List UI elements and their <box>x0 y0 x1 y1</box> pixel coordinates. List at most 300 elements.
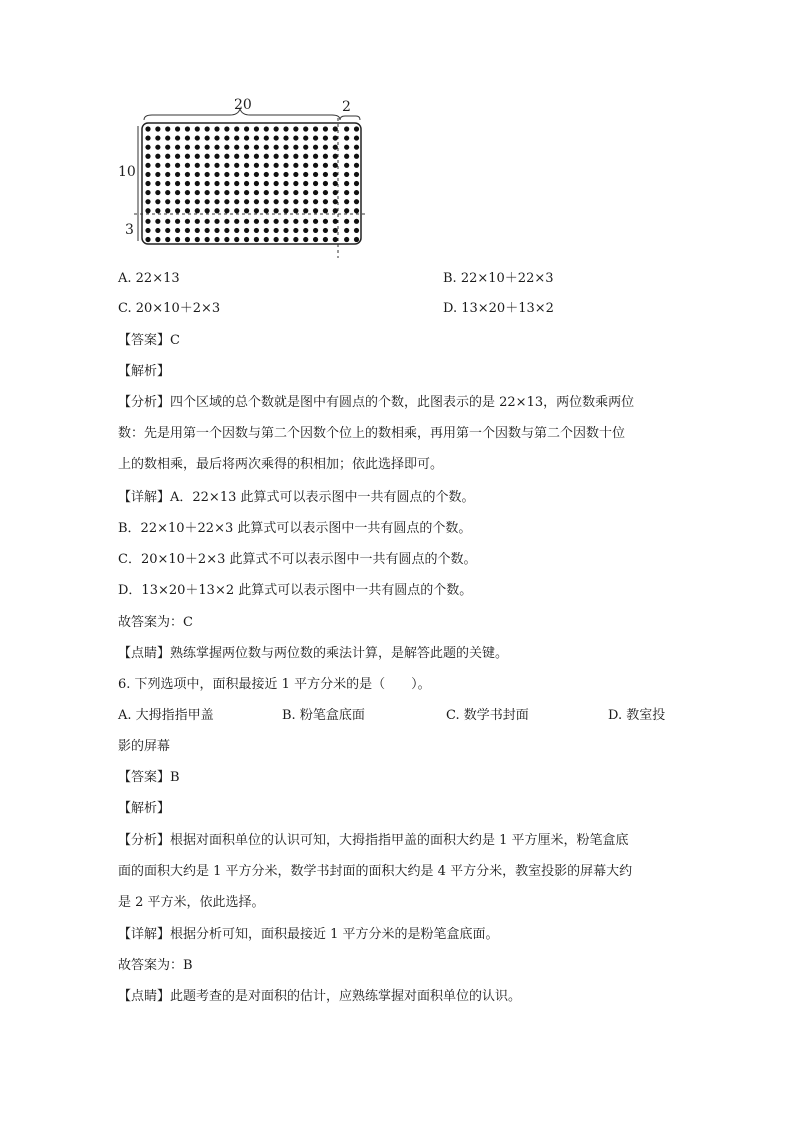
dot <box>205 135 210 140</box>
dot <box>274 135 279 140</box>
q6-question: 6. 下列选项中，面积最接近 1 平方分米的是（ ）。 <box>118 677 431 692</box>
dot <box>214 208 219 213</box>
dot <box>303 145 308 150</box>
dot <box>205 208 210 213</box>
dot <box>293 172 298 177</box>
dot <box>333 181 338 186</box>
dot <box>244 135 249 140</box>
dot <box>155 190 160 195</box>
dot <box>254 135 259 140</box>
q5-xiangjie-line-1: 【详解】A．22×13 此算式可以表示图中一共有圆点的个数。 <box>118 490 475 505</box>
dot <box>214 145 219 150</box>
dot <box>234 145 239 150</box>
dot <box>323 199 328 204</box>
dot <box>195 172 200 177</box>
dot <box>344 181 349 186</box>
dot <box>313 145 318 150</box>
dot <box>244 219 249 224</box>
dot <box>344 219 349 224</box>
dot <box>185 126 190 131</box>
dot <box>145 237 150 242</box>
dot <box>333 126 338 131</box>
dot <box>224 219 229 224</box>
dot <box>185 208 190 213</box>
dot <box>333 172 338 177</box>
dot <box>283 126 288 131</box>
dot <box>333 208 338 213</box>
q5-answer: 【答案】C <box>118 333 180 348</box>
dot <box>283 199 288 204</box>
dot <box>205 172 210 177</box>
dot <box>214 126 219 131</box>
dot <box>323 145 328 150</box>
q6-answer: 【答案】B <box>118 770 180 785</box>
dot <box>303 190 308 195</box>
dot <box>195 126 200 131</box>
dot <box>283 181 288 186</box>
dot <box>313 208 318 213</box>
dot <box>323 163 328 168</box>
dot <box>155 219 160 224</box>
dot <box>333 163 338 168</box>
dot <box>234 163 239 168</box>
dot <box>214 135 219 140</box>
q6-option-d: D. 教室投 <box>608 708 666 723</box>
dot <box>283 219 288 224</box>
dot <box>293 199 298 204</box>
dot <box>195 199 200 204</box>
dot <box>165 228 170 233</box>
dot <box>323 172 328 177</box>
dot <box>244 199 249 204</box>
dot <box>283 208 288 213</box>
dot <box>185 172 190 177</box>
dot <box>214 181 219 186</box>
dot <box>274 154 279 159</box>
dot <box>205 190 210 195</box>
dot <box>323 154 328 159</box>
dot <box>205 199 210 204</box>
dot <box>244 172 249 177</box>
dot <box>244 145 249 150</box>
q6-option-d-continued: 影的屏幕 <box>118 739 171 754</box>
q5-jiexi: 【解析】 <box>118 364 171 379</box>
dot <box>155 199 160 204</box>
dot <box>175 237 180 242</box>
q5-option-c: C. 20×10＋2×3 <box>118 301 221 316</box>
dot <box>303 199 308 204</box>
dot <box>244 154 249 159</box>
dot <box>205 154 210 159</box>
dot <box>155 181 160 186</box>
dot <box>155 208 160 213</box>
dot <box>145 154 150 159</box>
dot <box>165 181 170 186</box>
q6-xiangjie: 【详解】根据分析可知，面积最接近 1 平方分米的是粉笔盒底面。 <box>118 927 499 942</box>
dot <box>283 228 288 233</box>
dot <box>195 145 200 150</box>
dot <box>274 190 279 195</box>
dot <box>254 145 259 150</box>
dot <box>185 145 190 150</box>
dot <box>254 154 259 159</box>
dot <box>344 126 349 131</box>
dot <box>254 172 259 177</box>
dot <box>303 172 308 177</box>
dot <box>274 199 279 204</box>
dot <box>323 135 328 140</box>
dot <box>313 172 318 177</box>
q5-fenxi-line-3: 上的数相乘，最后将两次乘得的积相加；依此选择即可。 <box>118 457 444 472</box>
q6-fenxi-line-1: 【分析】根据对面积单位的认识可知，大拇指指甲盖的面积大约是 1 平方厘米，粉笔盒底 <box>118 833 629 848</box>
dot <box>344 228 349 233</box>
dot <box>313 199 318 204</box>
dot <box>254 219 259 224</box>
q5-option-d: D. 13×20＋13×2 <box>443 301 554 316</box>
dot <box>205 145 210 150</box>
dot <box>333 199 338 204</box>
dot <box>145 219 150 224</box>
dot <box>214 228 219 233</box>
dot <box>283 135 288 140</box>
dot <box>344 199 349 204</box>
dot <box>214 199 219 204</box>
dot <box>283 172 288 177</box>
dot <box>214 219 219 224</box>
dot <box>323 181 328 186</box>
q6-fenxi-line-3: 是 2 平方米，依此选择。 <box>118 895 265 910</box>
dot <box>234 190 239 195</box>
dot <box>244 228 249 233</box>
dot <box>224 172 229 177</box>
dot <box>254 199 259 204</box>
dot <box>264 237 269 242</box>
dot <box>145 181 150 186</box>
dot <box>185 181 190 186</box>
dot <box>185 154 190 159</box>
dot <box>145 135 150 140</box>
dot <box>313 154 318 159</box>
dot <box>175 219 180 224</box>
dot <box>145 145 150 150</box>
dot <box>195 154 200 159</box>
dot <box>264 228 269 233</box>
dot <box>224 181 229 186</box>
dot <box>234 199 239 204</box>
dot <box>195 181 200 186</box>
dot <box>145 199 150 204</box>
dot <box>145 190 150 195</box>
dot <box>303 135 308 140</box>
dot <box>155 126 160 131</box>
dot <box>283 190 288 195</box>
dot <box>293 154 298 159</box>
dot <box>293 190 298 195</box>
dot <box>274 219 279 224</box>
dot <box>175 163 180 168</box>
dots-group <box>145 126 359 242</box>
dot <box>165 199 170 204</box>
q6-jiexi: 【解析】 <box>118 801 171 816</box>
dot <box>214 172 219 177</box>
dot <box>145 228 150 233</box>
dot <box>293 163 298 168</box>
dot <box>214 163 219 168</box>
dot <box>165 135 170 140</box>
dot <box>175 172 180 177</box>
dot <box>244 126 249 131</box>
dot <box>333 237 338 242</box>
dot <box>264 163 269 168</box>
dot <box>214 154 219 159</box>
dot <box>303 163 308 168</box>
dot <box>165 237 170 242</box>
dot <box>195 237 200 242</box>
dot <box>244 208 249 213</box>
dot <box>274 208 279 213</box>
q5-xiangjie-line-3: C．20×10＋2×3 此算式不可以表示图中一共有圆点的个数。 <box>118 552 477 567</box>
q5-fenxi-line-1: 【分析】四个区域的总个数就是图中有圆点的个数，此图表示的是 22×13，两位数乘两位 <box>118 395 635 410</box>
dot <box>344 163 349 168</box>
dot <box>244 181 249 186</box>
dot <box>205 181 210 186</box>
dot <box>165 154 170 159</box>
dot <box>244 163 249 168</box>
dot <box>283 163 288 168</box>
dot <box>293 181 298 186</box>
dot <box>283 145 288 150</box>
dot <box>175 228 180 233</box>
q5-xiangjie-line-2: B．22×10＋22×3 此算式可以表示图中一共有圆点的个数。 <box>118 521 472 536</box>
dot <box>155 228 160 233</box>
dot <box>283 237 288 242</box>
label-2: 2 <box>342 99 351 115</box>
dot <box>185 163 190 168</box>
dot <box>264 126 269 131</box>
dot <box>313 181 318 186</box>
dot <box>224 154 229 159</box>
dot <box>274 181 279 186</box>
dot <box>264 135 269 140</box>
dot <box>165 190 170 195</box>
dot <box>195 190 200 195</box>
dot <box>254 126 259 131</box>
dot <box>303 181 308 186</box>
dot <box>264 190 269 195</box>
dot <box>313 126 318 131</box>
q5-option-a: A. 22×13 <box>118 271 180 286</box>
dot <box>145 172 150 177</box>
dot <box>274 126 279 131</box>
dot <box>195 208 200 213</box>
dot <box>205 163 210 168</box>
dot <box>344 145 349 150</box>
dot <box>264 219 269 224</box>
dot <box>254 237 259 242</box>
dot-grid-figure <box>118 96 380 262</box>
dot <box>224 163 229 168</box>
dot <box>354 181 359 186</box>
label-20: 20 <box>234 97 252 113</box>
dot <box>175 181 180 186</box>
dot <box>293 145 298 150</box>
dot <box>175 199 180 204</box>
dot <box>354 237 359 242</box>
dot <box>234 219 239 224</box>
q5-xiangjie-line-4: D．13×20＋13×2 此算式可以表示图中一共有圆点的个数。 <box>118 583 473 598</box>
dot <box>175 135 180 140</box>
dot <box>303 208 308 213</box>
dot <box>224 199 229 204</box>
dot <box>333 228 338 233</box>
dot <box>155 145 160 150</box>
dot <box>313 228 318 233</box>
dot <box>175 126 180 131</box>
dot <box>234 135 239 140</box>
q6-option-c: C. 数学书封面 <box>446 708 529 723</box>
dot <box>244 237 249 242</box>
dot <box>293 219 298 224</box>
dot <box>165 208 170 213</box>
dot <box>254 208 259 213</box>
dot <box>354 172 359 177</box>
dot <box>234 228 239 233</box>
dot <box>354 126 359 131</box>
dot <box>293 126 298 131</box>
dot <box>293 237 298 242</box>
dot <box>344 154 349 159</box>
dot <box>214 190 219 195</box>
dot <box>224 228 229 233</box>
dot <box>185 228 190 233</box>
dot <box>333 154 338 159</box>
dot <box>354 219 359 224</box>
dot <box>195 163 200 168</box>
dot <box>224 190 229 195</box>
dot <box>293 208 298 213</box>
dot <box>303 154 308 159</box>
dot <box>354 228 359 233</box>
dot <box>234 126 239 131</box>
dot <box>224 126 229 131</box>
q5-option-b: B. 22×10＋22×3 <box>443 271 554 286</box>
dot <box>165 145 170 150</box>
dot <box>224 237 229 242</box>
dot <box>205 219 210 224</box>
dot <box>323 190 328 195</box>
dot <box>313 163 318 168</box>
dot <box>214 237 219 242</box>
dot <box>155 154 160 159</box>
dot <box>224 208 229 213</box>
dot <box>175 190 180 195</box>
dot <box>344 172 349 177</box>
dot <box>303 126 308 131</box>
dot <box>195 228 200 233</box>
dot <box>274 228 279 233</box>
q6-final: 故答案为：B <box>118 958 193 973</box>
dot <box>145 163 150 168</box>
dot <box>244 190 249 195</box>
dot <box>234 172 239 177</box>
dot <box>354 135 359 140</box>
dot <box>155 135 160 140</box>
dot <box>234 208 239 213</box>
dot <box>224 145 229 150</box>
dot <box>293 228 298 233</box>
dot <box>264 145 269 150</box>
dot <box>323 228 328 233</box>
dot <box>323 126 328 131</box>
dot <box>185 190 190 195</box>
dot <box>145 208 150 213</box>
dot <box>185 135 190 140</box>
dot <box>165 172 170 177</box>
dot <box>303 219 308 224</box>
dot <box>354 208 359 213</box>
dot <box>165 219 170 224</box>
dot <box>254 228 259 233</box>
dot <box>303 237 308 242</box>
dot <box>313 135 318 140</box>
dot <box>344 208 349 213</box>
dot <box>264 181 269 186</box>
dot <box>274 163 279 168</box>
dot <box>323 237 328 242</box>
dot <box>274 172 279 177</box>
dot <box>145 126 150 131</box>
dot <box>155 172 160 177</box>
q5-dianjing: 【点睛】熟练掌握两位数与两位数的乘法计算，是解答此题的关键。 <box>118 646 509 661</box>
dot <box>354 154 359 159</box>
dot <box>303 228 308 233</box>
dot <box>205 237 210 242</box>
dot <box>354 190 359 195</box>
dot <box>254 163 259 168</box>
dot <box>254 190 259 195</box>
dot <box>205 228 210 233</box>
q6-dianjing: 【点睛】此题考查的是对面积的估计，应熟练掌握对面积单位的认识。 <box>118 989 522 1004</box>
q5-fenxi-line-2: 数：先是用第一个因数与第二个因数个位上的数相乘，再用第一个因数与第二个因数十位 <box>118 426 626 441</box>
dot <box>354 145 359 150</box>
dot <box>354 163 359 168</box>
dot <box>254 181 259 186</box>
dot <box>224 135 229 140</box>
dot <box>323 208 328 213</box>
dot <box>323 219 328 224</box>
dot <box>195 219 200 224</box>
dot <box>274 145 279 150</box>
dot <box>313 219 318 224</box>
dot <box>205 126 210 131</box>
dot <box>264 154 269 159</box>
dot <box>344 190 349 195</box>
dot <box>333 190 338 195</box>
q5-final: 故答案为：C <box>118 615 193 630</box>
label-10: 10 <box>118 164 136 180</box>
dot <box>165 163 170 168</box>
dot <box>344 237 349 242</box>
dot <box>333 145 338 150</box>
dot <box>354 199 359 204</box>
q6-option-a: A. 大拇指指甲盖 <box>118 708 214 723</box>
dot <box>185 199 190 204</box>
dot <box>155 237 160 242</box>
label-3: 3 <box>125 222 134 238</box>
dot <box>185 219 190 224</box>
dot <box>234 237 239 242</box>
q6-option-b: B. 粉笔盒底面 <box>282 708 365 723</box>
